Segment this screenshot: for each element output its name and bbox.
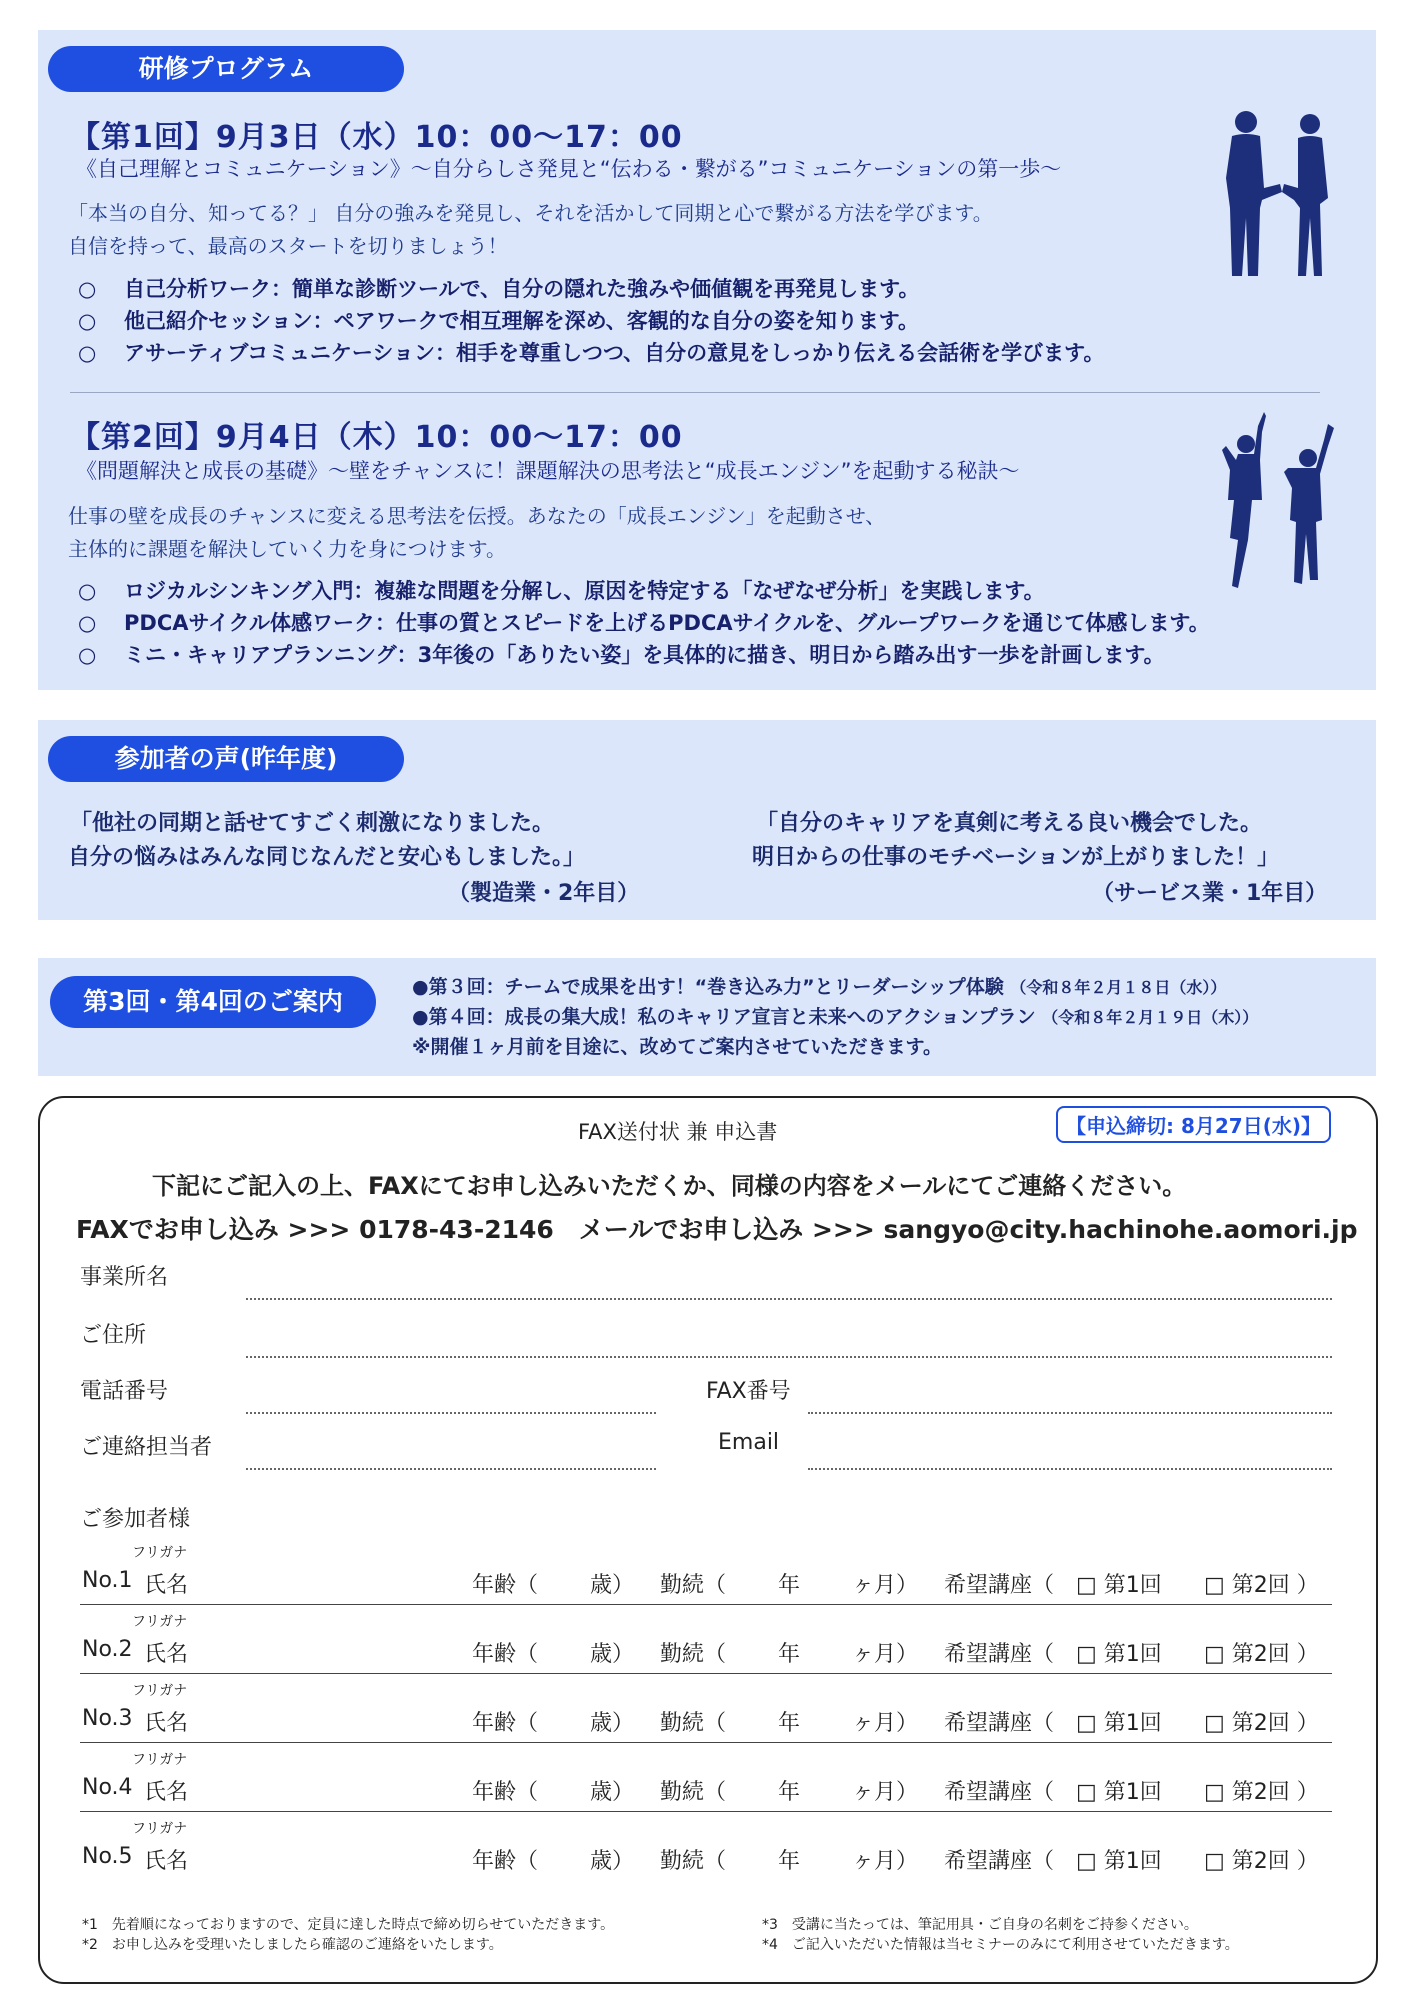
age-unit: 歳） (590, 1780, 635, 1805)
next-heading: 第3回・第4回のご案内 (50, 976, 376, 1028)
course-label: 希望講座（ (944, 1711, 1055, 1736)
session2-desc-line1: 仕事の壁を成長のチャンスに変える思考法を伝授。あなたの「成長エンジン」を起動させ、 (68, 504, 886, 528)
celebrating-people-silhouette-icon (1208, 410, 1348, 590)
name-label: 氏名 (144, 1573, 189, 1598)
session2-desc-line2: 主体的に課題を解決していく力を身につけます。 (68, 537, 506, 561)
age-label: 年齢（ (472, 1711, 539, 1736)
session2-subtitle: 《問題解決と成長の基礎》～壁をチャンスに！課題解決の思考法と“成長エンジン”を起動する秘訣～ (76, 459, 1020, 483)
tenure-label: 勤続（ (660, 1573, 727, 1598)
age-unit: 歳） (590, 1711, 635, 1736)
footnote: *1 先着順になっておりますので、定員に達した時点で締め切らせていただきます。 (82, 1917, 615, 1933)
course1-checkbox[interactable]: □ 第1回 (1076, 1711, 1162, 1736)
form-instruction: 下記にご記入の上、FAXにてお申し込みいただくか、同様の内容をメールにてご連絡ください。 (152, 1172, 1187, 1200)
participant-number: No.3 (82, 1706, 133, 1731)
person-label: ご連絡担当者 (80, 1435, 213, 1460)
voice-left-line2: 自分の悩みはみんな同じなんだと安心もしました。」 (68, 845, 586, 870)
participant-number: No.5 (82, 1844, 133, 1869)
footnote: *2 お申し込みを受理いたしましたら確認のご連絡をいたします。 (82, 1937, 503, 1953)
course1-checkbox[interactable]: □ 第1回 (1076, 1849, 1162, 1874)
session2-bullet: ○ PDCAサイクル体感ワーク：仕事の質とスピードを上げるPDCAサイクルを、グループワークを通じて体感します。 (78, 611, 1210, 635)
course1-checkbox[interactable]: □ 第1回 (1076, 1642, 1162, 1667)
age-unit: 歳） (590, 1642, 635, 1667)
participant-number: No.2 (82, 1637, 133, 1662)
month-unit: ヶ月） (852, 1642, 919, 1667)
participant-number: No.1 (82, 1568, 133, 1593)
row-line (80, 1604, 1332, 1605)
year-unit: 年 (778, 1573, 801, 1598)
year-unit: 年 (778, 1711, 801, 1736)
company-field[interactable] (246, 1298, 1332, 1300)
course-label: 希望講座（ (944, 1780, 1055, 1805)
row-line (80, 1811, 1332, 1812)
voices-heading: 参加者の声(昨年度) (48, 736, 404, 782)
email-field[interactable] (808, 1468, 1332, 1470)
company-label: 事業所名 (80, 1265, 169, 1290)
program-heading: 研修プログラム (48, 46, 404, 92)
next-note: ※開催１ヶ月前を目途に、改めてご案内させていただきます。 (412, 1036, 942, 1058)
deadline-badge: 【申込締切: 8月27日(水)】 (1056, 1106, 1331, 1143)
next-item3: ●第３回：チームで成果を出す！“巻き込み力”とリーダーシップ体験 （令和８年２月１８日（水）） (412, 976, 1227, 998)
email-label: Email (718, 1430, 780, 1455)
name-label: 氏名 (144, 1642, 189, 1667)
year-unit: 年 (778, 1780, 801, 1805)
month-unit: ヶ月） (852, 1849, 919, 1874)
session1-desc-line2: 自信を持って、最高のスタートを切りましょう！ (68, 234, 508, 258)
month-unit: ヶ月） (852, 1780, 919, 1805)
phone-field[interactable] (246, 1412, 656, 1414)
course-label: 希望講座（ (944, 1573, 1055, 1598)
age-unit: 歳） (590, 1573, 635, 1598)
furigana-label: フリガナ (132, 1752, 188, 1768)
footnote: *3 受講に当たっては、筆記用具・ご自身の名刺をご持参ください。 (762, 1917, 1198, 1933)
tenure-label: 勤続（ (660, 1849, 727, 1874)
fax-field[interactable] (808, 1412, 1332, 1414)
voice-right-line2: 明日からの仕事のモチベーションが上がりました！」 (752, 845, 1280, 870)
handshake-silhouette-icon (1218, 108, 1338, 278)
session2-title: 【第2回】9月4日（木）10：00～17：00 (70, 420, 683, 455)
furigana-label: フリガナ (132, 1821, 188, 1837)
form-title: FAX送付状 兼 申込書 (578, 1120, 778, 1144)
tenure-label: 勤続（ (660, 1642, 727, 1667)
session1-bullet: ○ 自己分析ワーク：簡単な診断ツールで、自分の隠れた強みや価値観を再発見します。 (78, 277, 920, 301)
course2-checkbox[interactable]: □ 第2回 ） (1204, 1573, 1319, 1598)
year-unit: 年 (778, 1642, 801, 1667)
age-label: 年齢（ (472, 1780, 539, 1805)
age-unit: 歳） (590, 1849, 635, 1874)
course-label: 希望講座（ (944, 1849, 1055, 1874)
tenure-label: 勤続（ (660, 1711, 727, 1736)
voice-right-attribution: （サービス業・1年目） (1092, 881, 1328, 906)
session1-desc-line1: 「本当の自分、知ってる？」 自分の強みを発見し、それを活かして同期と心で繋がる方法を学びます。 (68, 201, 993, 225)
age-label: 年齢（ (472, 1573, 539, 1598)
voice-left-line1: 「他社の同期と話せてすごく刺激になりました。 (70, 811, 555, 836)
course1-checkbox[interactable]: □ 第1回 (1076, 1573, 1162, 1598)
form-contact: FAXでお申し込み >>> 0178-43-2146 メールでお申し込み >>> sangyo@city.hachinohe.aomori.jp (76, 1215, 1358, 1244)
participants-label: ご参加者様 (80, 1507, 191, 1532)
next-item4: ●第４回：成長の集大成！私のキャリア宣言と未来へのアクションプラン （令和８年２月１９日（木）） (412, 1006, 1259, 1028)
month-unit: ヶ月） (852, 1573, 919, 1598)
year-unit: 年 (778, 1849, 801, 1874)
name-label: 氏名 (144, 1711, 189, 1736)
row-line (80, 1673, 1332, 1674)
course2-checkbox[interactable]: □ 第2回 ） (1204, 1849, 1319, 1874)
session2-bullet: ○ ミニ・キャリアプランニング：3年後の「ありたい姿」を具体的に描き、明日から踏み出す一歩を計画します。 (78, 643, 1165, 667)
course2-checkbox[interactable]: □ 第2回 ） (1204, 1642, 1319, 1667)
footnote: *4 ご記入いただいた情報は当セミナーのみにて利用させていただきます。 (762, 1937, 1239, 1953)
address-label: ご住所 (80, 1323, 147, 1348)
session1-subtitle: 《自己理解とコミュニケーション》～自分らしさ発見と“伝わる・繋がる”コミュニケーションの第一歩～ (76, 157, 1062, 181)
age-label: 年齢（ (472, 1849, 539, 1874)
age-label: 年齢（ (472, 1642, 539, 1667)
phone-label: 電話番号 (80, 1379, 169, 1404)
furigana-label: フリガナ (132, 1545, 188, 1561)
voice-left-attribution: （製造業・2年目） (448, 881, 640, 906)
voice-right-line1: 「自分のキャリアを真剣に考える良い機会でした。 (756, 811, 1263, 836)
session2-bullet: ○ ロジカルシンキング入門：複雑な問題を分解し、原因を特定する「なぜなぜ分析」を実践します。 (78, 579, 1045, 603)
address-field[interactable] (246, 1356, 1332, 1358)
person-field[interactable] (246, 1468, 656, 1470)
tenure-label: 勤続（ (660, 1780, 727, 1805)
row-line (80, 1742, 1332, 1743)
session1-bullet: ○ アサーティブコミュニケーション：相手を尊重しつつ、自分の意見をしっかり伝える会話術を学びます。 (78, 341, 1105, 365)
furigana-label: フリガナ (132, 1614, 188, 1630)
furigana-label: フリガナ (132, 1683, 188, 1699)
month-unit: ヶ月） (852, 1711, 919, 1736)
section-divider (70, 392, 1320, 393)
course-label: 希望講座（ (944, 1642, 1055, 1667)
participant-number: No.4 (82, 1775, 133, 1800)
fax-label: FAX番号 (706, 1379, 791, 1404)
name-label: 氏名 (144, 1849, 189, 1874)
name-label: 氏名 (144, 1780, 189, 1805)
session1-title: 【第1回】9月3日（水）10：00～17：00 (70, 120, 683, 155)
session1-bullet: ○ 他己紹介セッション：ペアワークで相互理解を深め、客観的な自分の姿を知ります。 (78, 309, 920, 333)
course1-checkbox[interactable]: □ 第1回 (1076, 1780, 1162, 1805)
course2-checkbox[interactable]: □ 第2回 ） (1204, 1780, 1319, 1805)
course2-checkbox[interactable]: □ 第2回 ） (1204, 1711, 1319, 1736)
